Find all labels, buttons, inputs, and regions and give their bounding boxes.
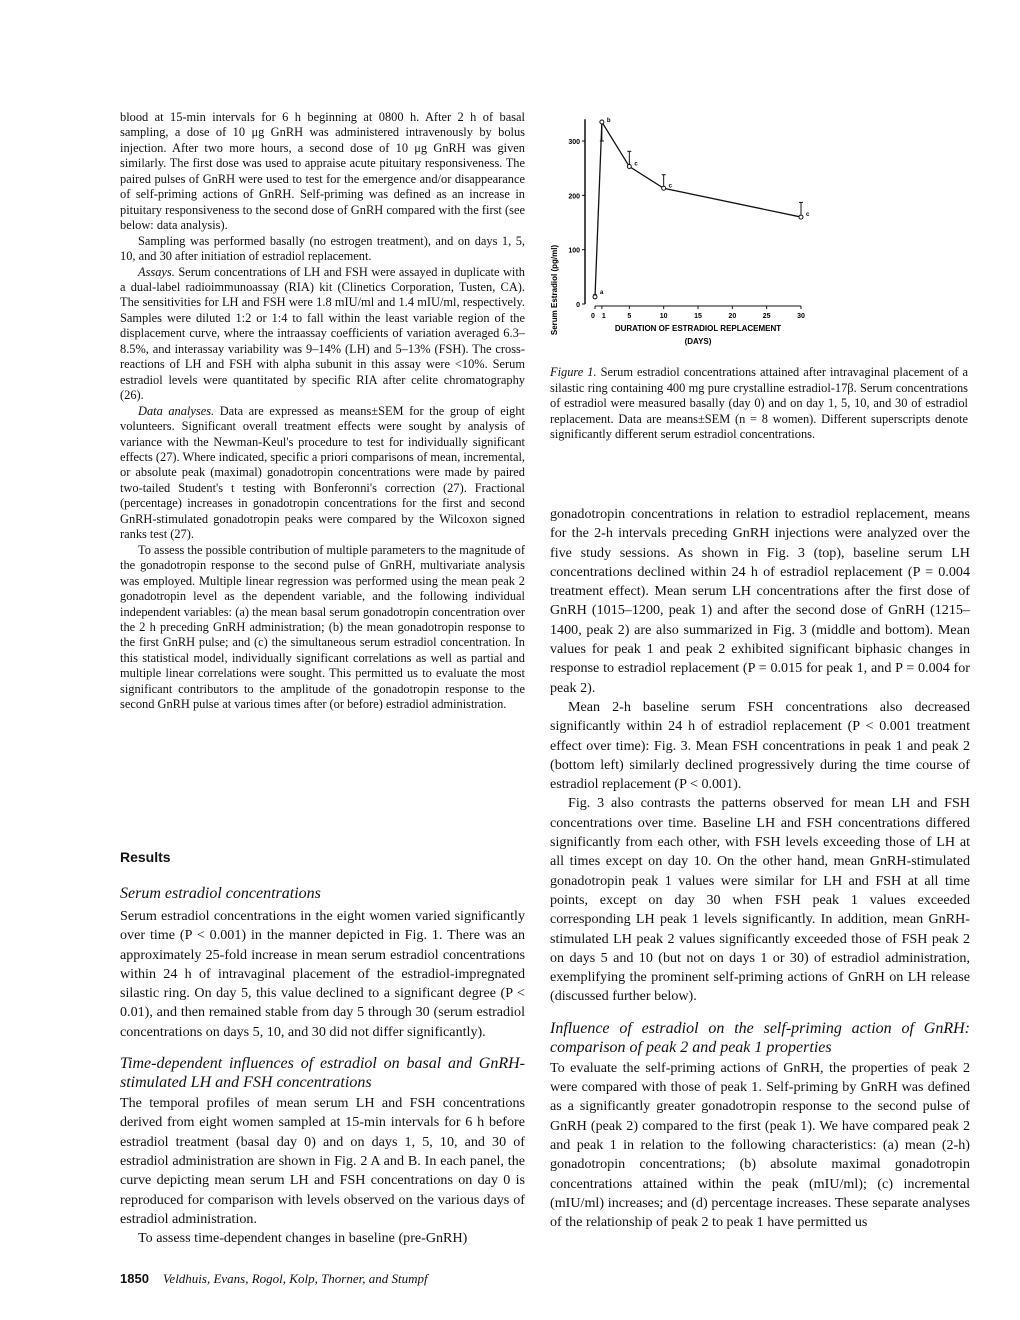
section-heading-results: Results bbox=[120, 849, 171, 865]
superscript-label: c bbox=[806, 212, 810, 219]
x-tick-label: 30 bbox=[797, 313, 805, 320]
x-tick-label: 20 bbox=[728, 313, 737, 320]
paragraph-data-analyses bbox=[120, 404, 525, 543]
data-point bbox=[799, 215, 803, 219]
subsection-heading: Influence of estradiol on the self-priming action of GnRH: comparison of peak 2 and peak 1 properties bbox=[550, 1019, 970, 1056]
y-tick-label: 100 bbox=[568, 247, 580, 255]
paragraph: To assess time-dependent changes in baseline (pre-GnRH) bbox=[138, 1230, 468, 1247]
superscript-label: b bbox=[606, 117, 611, 124]
paragraph: Fig. 3 also contrasts the patterns observed for mean LH and FSH concentrations over time. Baseline LH and FSH concentrations differed significantly from each other, with FSH levels exceeding those of LH at all times except on day 10. On the other hand, mean GnRH-stimulated gonadotropin peak 1 values were similar for LH and FSH at all time points, except on day 30 when FSH peak 1 values exceeded corresponding LH peak 1 levels significantly. In addition, mean GnRH-stimulated LH peak 2 values significantly exceeded those of FSH peak 2 on days 5 and 10 (but not on days 1 or 30) of estradiol administration, exemplifying the prominent self-priming actions of GnRH on LH release (discussed further below). bbox=[550, 795, 970, 1005]
subsection-heading: Serum estradiol concentrations bbox=[120, 885, 321, 902]
paragraph-text: Data are expressed as means±SEM for the group of eight volunteers. Significant overall treatment effects were sought by analysis of variance with the Newman-Keul's procedure to test for individually significant effects (27). Where indicated, specific a priori comparisons of mean, incremental, or absolute peak (maximal) gonadotropin concentrations were made by paired two-tailed Student's t testing with Bonferonni's correction (27). Fractional (percentage) increases in gonadotropin concentrations for the first and second GnRH-stimulated gonadotropin peaks were compared by the Wilcoxon signed ranks test (27). bbox=[120, 403, 525, 542]
x-tick-label: 25 bbox=[762, 313, 771, 320]
paragraph: blood at 15-min intervals for 6 h beginning at 0800 h. After 2 h of basal sampling, a dose of 10 μg GnRH was administered intravenously by bolus injection. After two more hours, a second dose of 10 μg GnRH was given similarly. The first dose was used to appraise acute pituitary responsiveness. The paired pulses of GnRH were used to test for the emergence and/or disappearance of self-priming actions of GnRH. Self-priming was defined as an increase in pituitary responsiveness to the second dose of GnRH compared with the first (see below: data analysis). bbox=[120, 110, 525, 233]
paragraph: To assess the possible contribution of multiple parameters to the magnitude of the gonadotropin response to the second pulse of GnRH, multivariate analysis was employed. Multiple linear regression was performed using the mean peak 2 gonadotropin level as the dependent variable, and the following individual independent variables: (a) the mean basal serum gonadotropin concentration over the 2 h preceding GnRH administration; (b) the mean gonadotropin response to the first GnRH pulse; and (c) the simultaneous serum estradiol concentration. In this statistical model, individually significant correlations as well as partial and multiple linear correlations were sought. This permitted us to evaluate the most significant contributors to the amplitude of the gonadotropin response to the second GnRH pulse at various times after (or before) estradiol administration. bbox=[120, 542, 525, 712]
estradiol-chart bbox=[540, 100, 840, 360]
x-tick-label: 10 bbox=[659, 313, 668, 320]
paragraph: Serum estradiol concentrations in the eight women varied significantly over time (P < 0.001) in the manner depicted in Fig. 1. There was an approximately 25-fold increase in mean serum estradiol concentrations within 24 h of intravaginal placement of the estradiol-impregnated silastic ring. On day 5, this value declined to a significant degree (P < 0.01), and then remained stable from day 5 through 30 (serum estradiol concentrations on days 5, 10, and 30 did not differ significantly). bbox=[120, 908, 525, 1040]
figure-caption bbox=[550, 365, 968, 443]
superscript-label: c bbox=[634, 161, 638, 168]
paragraph-text: Serum concentrations of LH and FSH were assayed in duplicate with a dual-label radioimmunoassay (RIA) kit (Clinetics Corporation, Tusten, CA). The sensitivities for LH and FSH were 1.8 mIU/ml and 1.4 mIU/ml, respectively. Samples were diluted 1:2 or 1:4 to fall within the least variable region of the displacement curve, where the intraassay coefficients of variation averaged 6.3–8.5%, and interassay variability was 9–14% (LH) and 5–13% (FSH). The cross-reactions of LH and FSH with alpha subunit in this assay were <10%. Serum estradiol levels were quantitated by specific RIA after celite chromatography (26). bbox=[120, 264, 525, 403]
x-tick-label: 15 bbox=[694, 313, 702, 320]
x-tick-label: 0 bbox=[591, 313, 595, 320]
data-point bbox=[627, 165, 631, 169]
paragraph-lead: Data analyses. bbox=[138, 403, 215, 418]
y-tick-label: 0 bbox=[576, 302, 580, 309]
y-tick-label: 200 bbox=[568, 193, 580, 201]
superscript-label: c bbox=[668, 183, 673, 190]
data-point bbox=[600, 120, 604, 124]
figure-label: Figure 1. bbox=[550, 365, 597, 379]
data-point bbox=[593, 295, 597, 299]
data-line bbox=[595, 122, 801, 297]
right-column bbox=[550, 505, 970, 1232]
paragraph: Mean 2-h baseline serum FSH concentrations also decreased significantly within 24 h of estradiol replacement (P < 0.001 treatment effect over time): Fig. 3. Mean FSH concentrations in peak 1 and peak 2 (bottom left) similarly declined progressively during the time course of estradiol replacement (P < 0.001). bbox=[550, 698, 970, 793]
page-footer bbox=[120, 1271, 428, 1287]
caption-text: Serum estradiol concentrations attained after intravaginal placement of a silastic ring containing 400 mg pure crystalline estradiol-17β. Serum concentrations of estradiol were measured basally (day 0) and on day 1, 5, 10, and 30 of estradiol replacement. Data are means±SEM (n = 8 women). Different superscripts denote significantly different serum estradiol concentrations. bbox=[550, 365, 968, 442]
paragraph: gonadotropin concentrations in relation to estradiol replacement, means for the 2-h intervals preceding GnRH injections were analyzed over the five study sessions. As shown in Fig. 3 (top), baseline serum LH concentrations declined within 24 h of estradiol replacement (P = 0.004 treatment effect). Mean serum LH concentrations after the first dose of GnRH (1015–1200, peak 1) and after the second dose of GnRH (1215–1400, peak 2) are also summarized in Fig. 3 (middle and bottom). Mean values for peak 1 and peak 2 exhibited significant biphasic changes in response to estradiol replacement (P = 0.015 for peak 1, and P = 0.004 for peak 2). bbox=[550, 506, 970, 696]
paragraph-lead: Assays. bbox=[138, 264, 175, 279]
paragraph: To evaluate the self-priming actions of GnRH, the properties of peak 2 were compared with those of peak 1. Self-priming by GnRH was defined as a significantly greater gonadotropin response to the second pulse of GnRH (peak 2) compared to the first (peak 1). We have compared peak 2 and peak 1 in relation to the following characteristics: (a) mean (2-h) gonadotropin concentrations; (b) absolute maximal gonadotropin concentrations attained within the peak (mIU/ml); (c) incremental (mIU/ml) increases; and (d) percentage increases. These separate analyses of the relationship of peak 2 to peak 1 have permitted us bbox=[550, 1059, 970, 1231]
left-column-methods bbox=[120, 110, 525, 713]
paragraph: Sampling was performed basally (no estrogen treatment), and on days 1, 5, 10, and 30 after initiation of estradiol replacement. bbox=[120, 233, 525, 264]
superscript-label: a bbox=[600, 289, 604, 296]
page-number: 1850 bbox=[120, 1271, 149, 1286]
paragraph-assays bbox=[120, 265, 525, 404]
x-tick-label: 5 bbox=[627, 313, 632, 320]
x-tick-label: 1 bbox=[601, 313, 606, 320]
y-tick-label: 300 bbox=[568, 139, 580, 146]
left-column-results bbox=[120, 884, 525, 1248]
x-axis-label: DURATION OF ESTRADIOL REPLACEMENT bbox=[614, 324, 782, 333]
x-axis-label-units: (DAYS) bbox=[684, 337, 712, 346]
running-authors: Veldhuis, Evans, Rogol, Kolp, Thorner, and Stumpf bbox=[162, 1271, 428, 1286]
y-axis-label: Serum Estradiol (pg/ml) bbox=[550, 244, 559, 336]
data-point bbox=[662, 186, 666, 190]
subsection-heading: Time-dependent influences of estradiol on basal and GnRH-stimulated LH and FSH concentrations bbox=[120, 1055, 525, 1092]
paragraph: The temporal profiles of mean serum LH and FSH concentrations derived from eight women sampled at 15-min intervals for 6 h before estradiol treatment (basal day 0) and on days 1, 5, 10, and 30 of estradiol administration are shown in Fig. 2 A and B. In each panel, the curve depicting mean serum LH and FSH concentrations on day 0 is reproduced for comparison with levels observed on the various days of estradiol administration. bbox=[120, 1095, 525, 1227]
